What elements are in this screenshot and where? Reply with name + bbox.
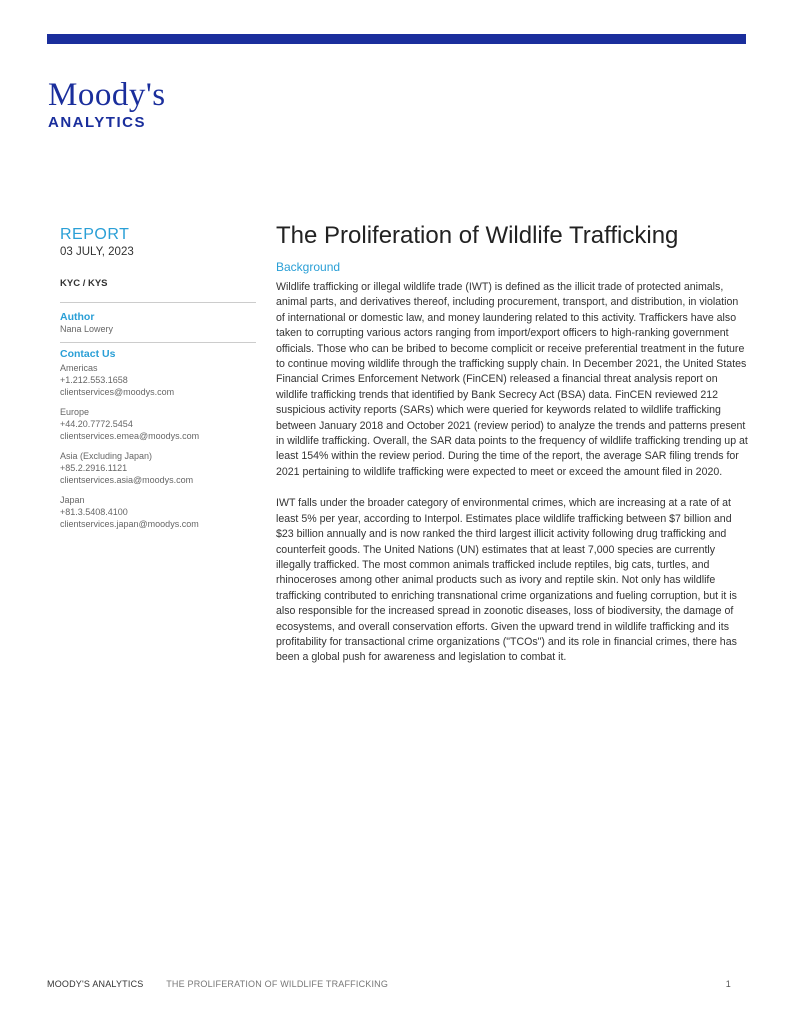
contact-phone: +85.2.2916.1121 — [60, 463, 128, 473]
author-block — [60, 311, 256, 335]
sidebar-divider — [60, 342, 256, 343]
contact-region: Japan — [60, 495, 85, 505]
contact-region: Asia (Excluding Japan) — [60, 451, 153, 461]
contact-phone: +44.20.7772.5454 — [60, 419, 133, 429]
contact-americas — [60, 362, 256, 398]
contact-asia — [60, 450, 256, 486]
contact-email[interactable]: clientservices.japan@moodys.com — [60, 519, 199, 529]
footer-document-title: THE PROLIFERATION OF WILDLIFE TRAFFICKING — [166, 979, 389, 989]
body-paragraph: Wildlife trafficking or illegal wildlife trade (IWT) is defined as the illicit trade of protected animals, animal parts, and derivatives thereof, including procurement, transport, and distribution, in violation of international or domestic law, and money laundering related to this activity. Traffickers have also taken to corrupting various actors ranging from import/export officers to high-ranking government officials. Those who can be bribed to become complicit or receive preferential treatment in the future to continue moving wildlife through the trafficking supply chain. In December 2021, the United States Financial Crimes Enforcement Network (FinCEN) released a financial threat analysis report on wildlife trafficking trends that identified by Bank Secrecy Act (BSA) data. FinCEN reviewed 212 suspicious activity reports (SARs) which were queried for keywords related to wildlife trafficking between January 2018 and October 2021 (review period) to analyze the trends and patterns present in wildlife trafficking. Overall, the SAR data points to the frequency of wildlife trafficking trending up at least 154% within the review period. During the time of the report, the average SAR filing trends for 2021 pertaining to wildlife trafficking were expected to meet or exceed the amount filed in 2020. — [276, 281, 748, 478]
contact-email[interactable]: clientservices.asia@moodys.com — [60, 475, 194, 485]
document-date: 03 JULY, 2023 — [60, 246, 134, 258]
page-number: 1 — [725, 979, 731, 989]
main-content — [276, 220, 748, 666]
header-color-bar — [47, 34, 746, 44]
sidebar-divider — [60, 302, 256, 303]
contact-japan — [60, 494, 256, 530]
contact-phone: +81.3.5408.4100 — [60, 507, 128, 517]
sidebar — [60, 226, 256, 530]
moodys-analytics-logo — [48, 78, 166, 131]
contact-region: Americas — [60, 363, 98, 373]
footer-brand: MOODY'S ANALYTICS — [47, 979, 144, 989]
document-category: KYC / KYS — [60, 278, 108, 289]
contact-label: Contact Us — [60, 348, 116, 360]
logo-wordmark: Moody's — [48, 77, 166, 113]
page-footer — [47, 979, 731, 989]
contact-region: Europe — [60, 407, 90, 417]
contact-europe — [60, 406, 256, 442]
contact-email[interactable]: clientservices@moodys.com — [60, 387, 175, 397]
page-title: The Proliferation of Wildlife Trafficking — [276, 222, 679, 249]
contact-phone: +1.212.553.1658 — [60, 375, 128, 385]
section-heading: Background — [276, 260, 341, 274]
body-paragraph: IWT falls under the broader category of environmental crimes, which are increasing at a rate of at least 5% per year, according to Interpol. Estimates place wildlife trafficking between $7 billion and $23 billion annually and is now ranked the third largest illicit activity following drug trafficking and counterfeit goods. The United Nations (UN) estimates that at least 7,000 species are currently illegally trafficked. The most common animals trafficked include reptiles, big cats, turtles, and rhinoceroses among other animal products such as ivory and reptile skin. Not only has wildlife trafficking contributed to enriching transnational crime organizations and fueling corruption, but it is also responsible for the increased spread in zoonotic diseases, loss of biodiversity, the damage of ecosystems, and overall conservation efforts. Given the upward trend in wildlife trafficking and its profitability for transactional crime organizations ("TCOs") and its role in financial crimes, there has been a global push for awareness and legislation to combat it. — [276, 497, 737, 664]
document-type: REPORT — [60, 226, 130, 243]
author-label: Author — [60, 311, 95, 323]
author-name: Nana Lowery — [60, 324, 114, 334]
logo-subtitle: ANALYTICS — [48, 114, 146, 131]
contact-email[interactable]: clientservices.emea@moodys.com — [60, 431, 200, 441]
